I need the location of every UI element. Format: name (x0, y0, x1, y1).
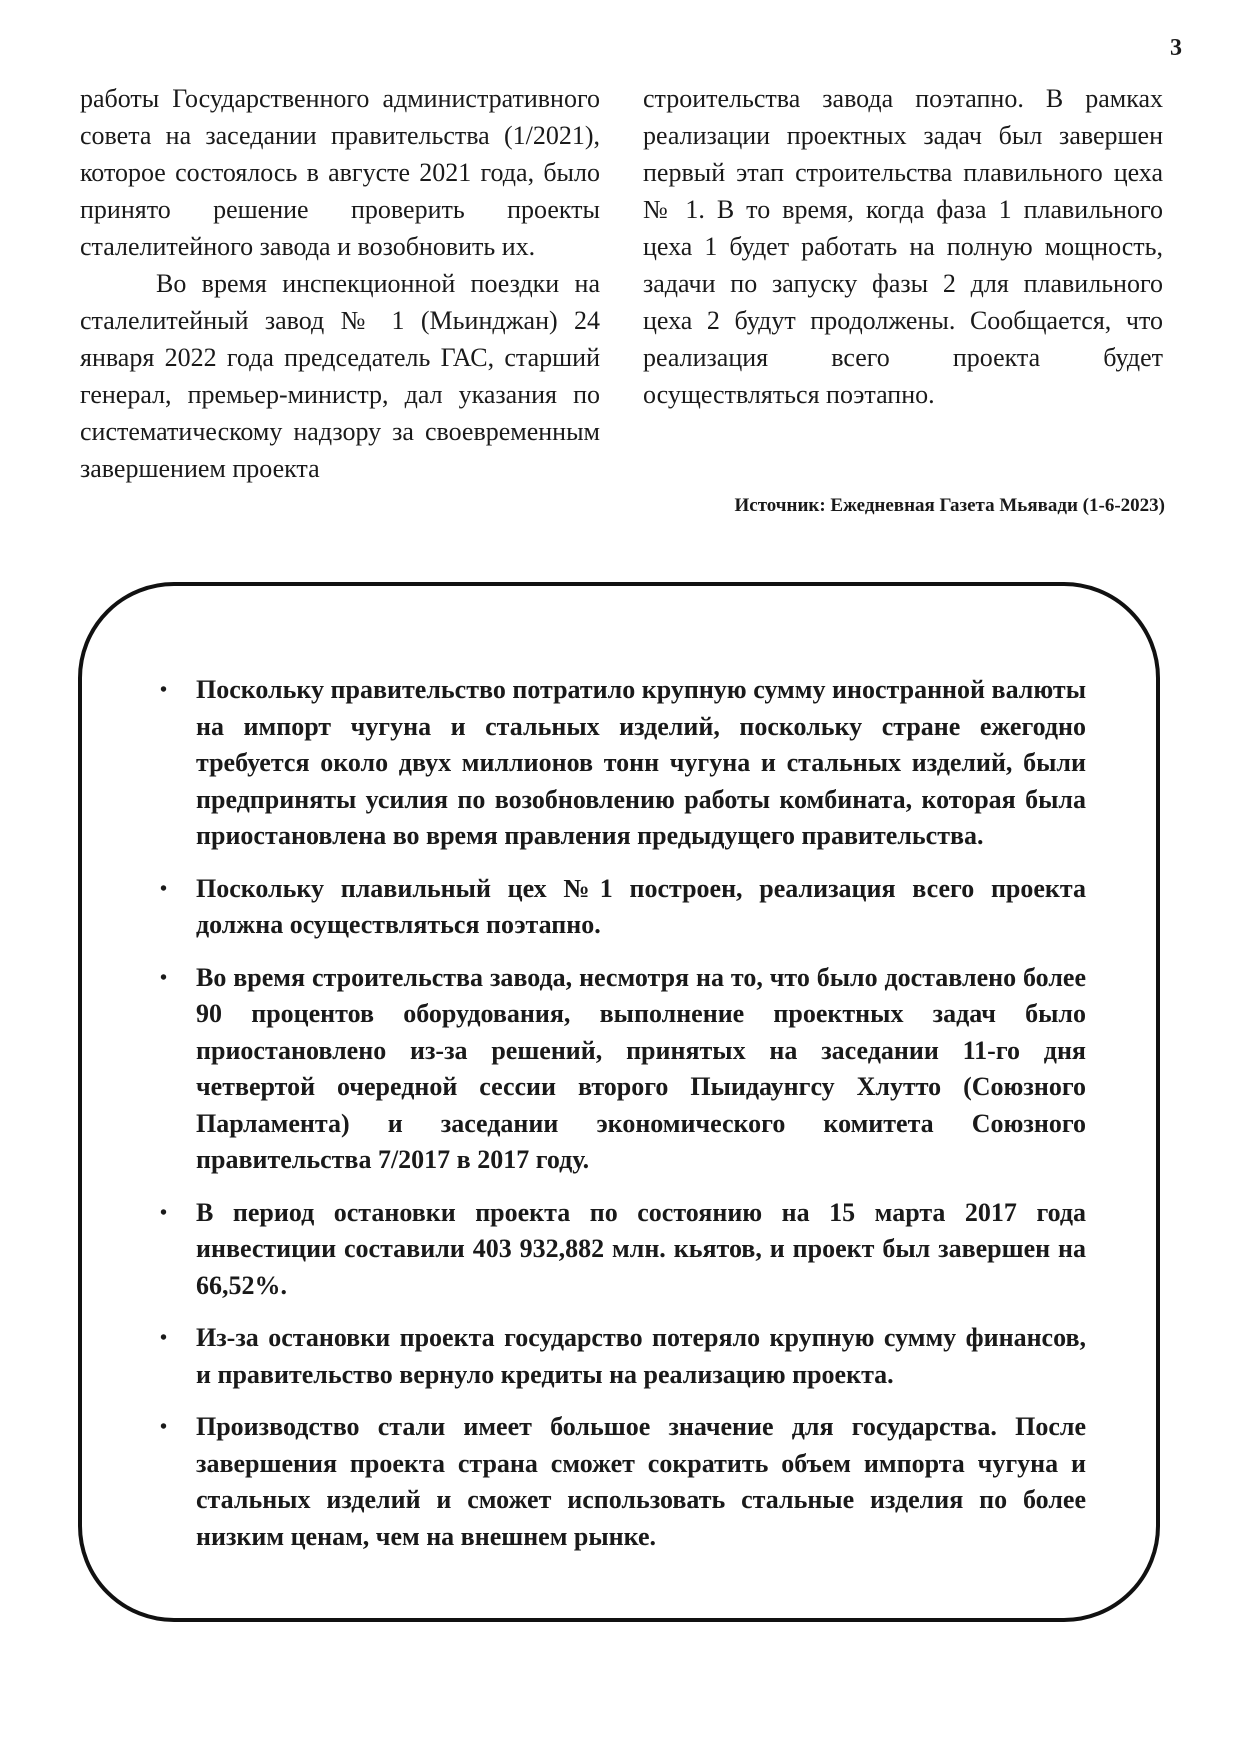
summary-item (160, 1195, 1086, 1305)
summary-item (160, 672, 1086, 855)
summary-item-text: Поскольку правительство потратило крупную сумму иностранной валюты на импорт чугуна и стальных изделий, поскольку стране ежегодно требуется около двух миллионов тонн чугуна и стальных изделий, были предприняты усилия по возобновлению работы комбината, которая была приостановлена во время правления предыдущего правительства. (196, 675, 1086, 850)
left-paragraph-1: работы Государственного административного совета на заседании правительства (1/2021), которое состоялось в августе 2021 года, было принято решение проверить проекты сталелитейного завода и возобновить их. (80, 84, 600, 261)
bullet-icon: • (160, 1327, 168, 1349)
bullet-icon: • (160, 679, 168, 701)
summary-item-text: Из-за остановки проекта государство потеряло крупную сумму финансов, и правительство вернуло кредиты на реализацию проекта. (196, 1323, 1086, 1389)
summary-item-text: Во время строительства завода, несмотря на то, что было доставлено более 90 процентов оборудования, выполнение проектных задач было приостановлено из-за решений, принятых на заседании 11-го дня четвертой очередной сессии второго Пыидаунгсу Хлутто (Союзного Парламента) и заседании экономического комитета Союзного правительства 7/2017 в 2017 году. (196, 962, 1086, 1174)
bullet-icon: • (160, 1201, 168, 1224)
page-number: 3 (1170, 35, 1182, 61)
summary-item (160, 1320, 1086, 1393)
left-paragraph-2: Во время инспекционной поездки на сталелитейный завод № 1 (Мьинджан) 24 января 2022 года председатель ГАС, старший генерал, премьер-министр, дал указания по систематическому надзору за своевременным завершением проекта (80, 269, 600, 483)
bullet-icon: • (160, 877, 168, 900)
summary-item-text: Производство стали имеет большое значение для государства. После завершения проекта страна сможет сократить объем импорта чугуна и стальных изделий и сможет использовать стальные изделия по более низким ценам, чем на внешнем рынке. (196, 1412, 1086, 1551)
summary-item (160, 960, 1086, 1179)
bullet-icon: • (160, 1416, 168, 1438)
source-citation: Источник: Ежедневная Газета Мьявади (1-6-2023) (734, 495, 1165, 516)
summary-box (78, 582, 1160, 1622)
bullet-icon: • (160, 966, 168, 989)
summary-item (160, 1409, 1086, 1555)
summary-list (160, 672, 1086, 1571)
summary-item-text: В период остановки проекта по состоянию на 15 марта 2017 года инвестиции составили 403 932,882 млн. кьятов, и проект был завершен на 66,52%. (196, 1197, 1086, 1300)
summary-item-text: Поскольку плавильный цех №1 построен, реализация всего проекта должна осуществляться поэтапно. (196, 873, 1086, 939)
summary-item (160, 871, 1086, 944)
left-column (80, 80, 600, 487)
right-paragraph: строительства завода поэтапно. В рамках реализации проектных задач был завершен первый этап строительства плавильного цеха № 1. В то время, когда фаза 1 плавильного цеха 1 будет работать на полную мощность, задачи по запуску фазы 2 для плавильного цеха 2 будут продолжены. Сообщается, что реализация всего проекта будет осуществляться поэтапно. (643, 84, 1163, 409)
right-column (643, 80, 1163, 413)
